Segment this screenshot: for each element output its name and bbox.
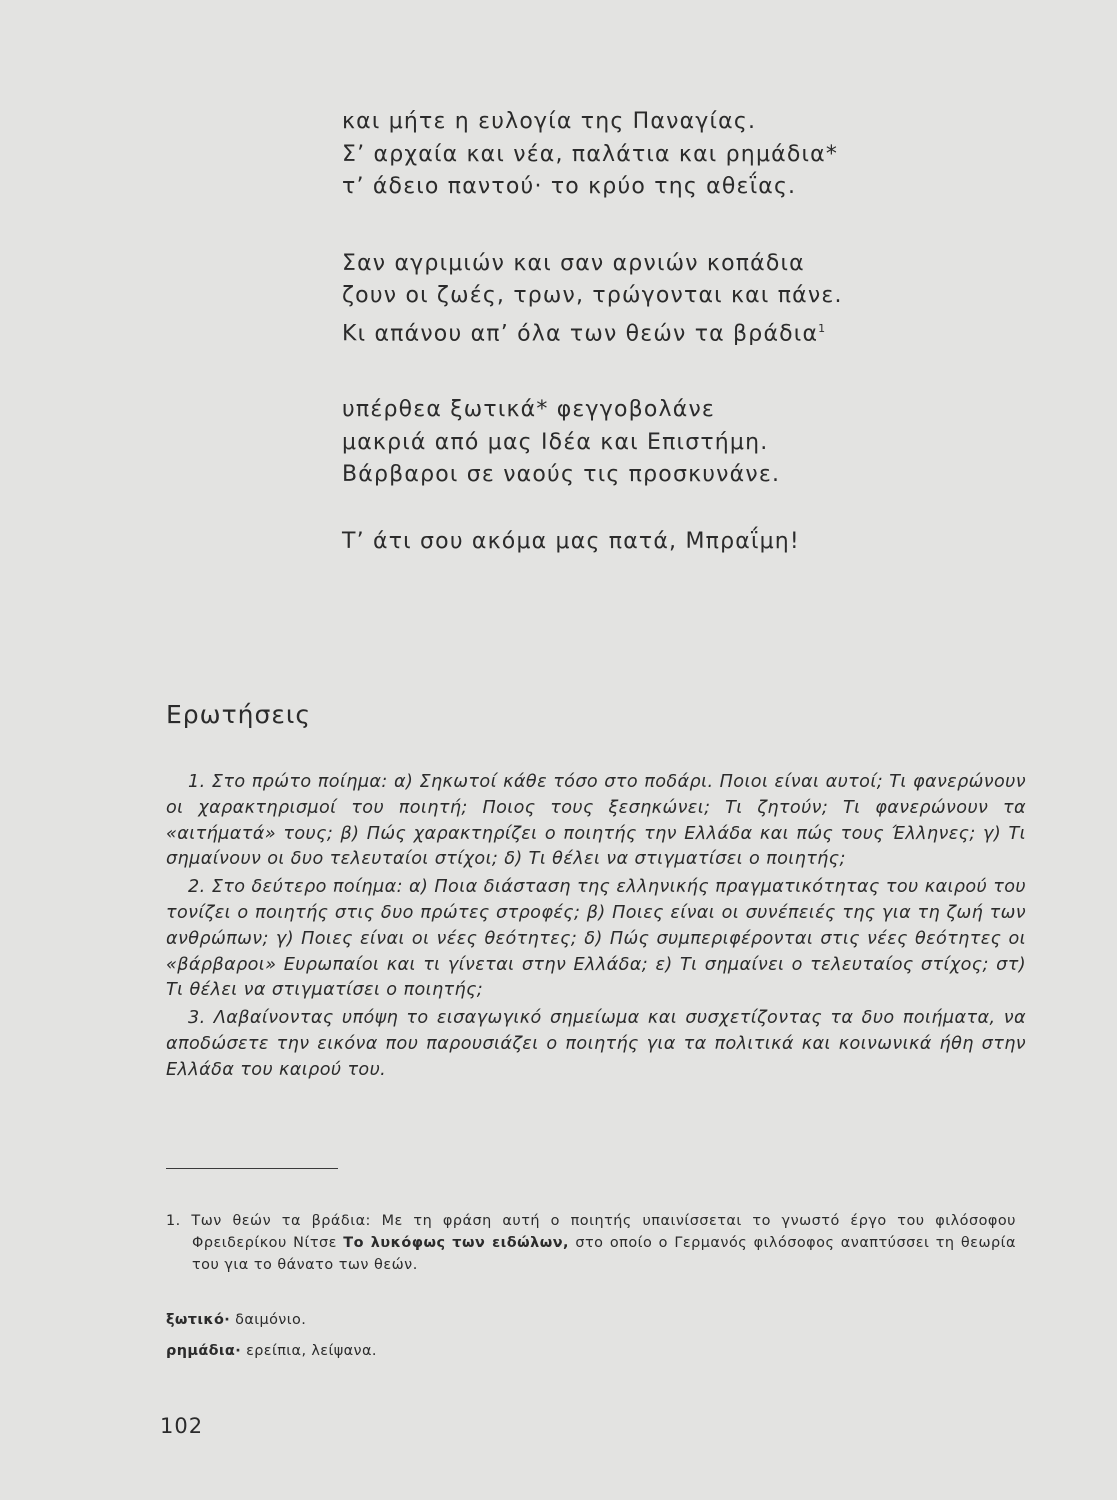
poem-stanza-3 [342,394,902,492]
glossary-term: ρημάδια· [166,1343,242,1359]
poem-verse [342,313,902,351]
poem-verse: τ’ άδειο παντού· το κρύο της αθεΐας. [342,174,797,199]
glossary-entry [166,1309,766,1331]
poem-verse: μακριά από μας Ιδέα και Επιστήμη. [342,429,769,455]
poem-stanza-2 [342,248,902,351]
poem-verse: και μήτε η ευλογία της Παναγίας. [342,109,757,134]
footnote-number: 1. [166,1213,181,1229]
poem [342,106,902,602]
poem-stanza-4 [342,526,902,559]
poem-verse: Σαν αγριμιών και σαν αρνιών κοπάδια [342,250,805,276]
footnote-text-end: στο οποίο ο Γερμανός φιλόσοφος αναπτύσσει τη θεωρία του για το θάνατο των θεών. [192,1235,1016,1273]
glossary-term: ξωτικό· [166,1312,231,1328]
question-item: 3. Λαβαίνοντας υπόψη το εισαγωγικό σημείωμα και συσχετίζοντας τα δυο ποιήματα, να αποδώσετε την εικόνα που παρουσιάζει ο ποιητής για τα πολιτικά και κοινωνικά ήθη στην Ελλάδα του καιρού του. [166,1008,1026,1080]
poem-verse: υπέρθεα ξωτικά* φεγγοβολάνε [342,397,716,423]
footnote-marker: 1 [818,321,826,335]
glossary [166,1309,766,1371]
poem-verse-text: Κι απάνου απ’ όλα των θεών τα βράδια [342,320,819,346]
glossary-entry [166,1340,766,1362]
poem-verse: Σ’ αρχαία και νέα, παλάτια και ρημάδια* [342,141,839,167]
footnote-book-title: Το λυκόφως των ειδώλων, [343,1235,570,1251]
poem-verse: Τ’ άτι σου ακόμα μας πατά, Μπραΐμη! [342,528,800,554]
poem-verse: Βάρβαροι σε ναούς τις προσκυνάνε. [342,462,781,488]
glossary-definition: δαιμόνιο. [235,1312,307,1328]
poem-verse: ζουν οι ζωές, τρων, τρώγονται και πάνε. [342,283,843,308]
footnotes [166,1210,1016,1276]
question-item: 1. Στο πρώτο ποίημα: α) Σηκωτοί κάθε τόσο στο ποδάρι. Ποιοι είναι αυτοί; Τι φανερώνουν οι χαρακτηρισμοί του ποιητή; Ποιος τους ξεσηκώνει; Τι ζητούν; Τι φανερώνουν τα «αιτήματά» τους; β) Πώς χαρακτηρίζει ο ποιητής την Ελλάδα και πώς τους Έλληνες; γ) Τι σημαίνουν οι δυο τελευταίοι στίχοι; δ) Τι θέλει να στιγματίσει ο ποιητής; [166,772,1026,870]
questions-heading: Ερωτήσεις [166,700,311,729]
question-item: 2. Στο δεύτερο ποίημα: α) Ποια διάσταση της ελληνικής πραγματικότητας του καιρού του τονίζει ο ποιητής στις δυο πρώτες στροφές; β) Ποιες είναι οι συνέπειές της για τη ζωή των ανθρώπων; γ) Ποιες είναι οι νέες θεότητες; δ) Πώς συμπεριφέρονται στις νέες θεότητες οι «βάρβαροι» Ευρωπαίοι και τι γίνεται στην Ελλάδα; ε) Τι σημαίνει ο τελευταίος στίχος; στ) Τι θέλει να στιγματίσει ο ποιητής; [166,877,1026,1001]
poem-stanza-1 [342,106,902,204]
questions-list [166,770,1026,1086]
glossary-definition: ερείπια, λείψανα. [246,1343,377,1359]
page-number: 102 [160,1414,204,1438]
footnote-1 [166,1210,1016,1276]
footnote-divider [166,1168,338,1169]
footnote-text: Των θεών τα βράδια: Με τη φράση αυτή ο ποιητής υπαινίσσεται το γνωστό έργο του φιλόσοφου Φρειδερίκου Νίτσε [191,1213,1016,1251]
